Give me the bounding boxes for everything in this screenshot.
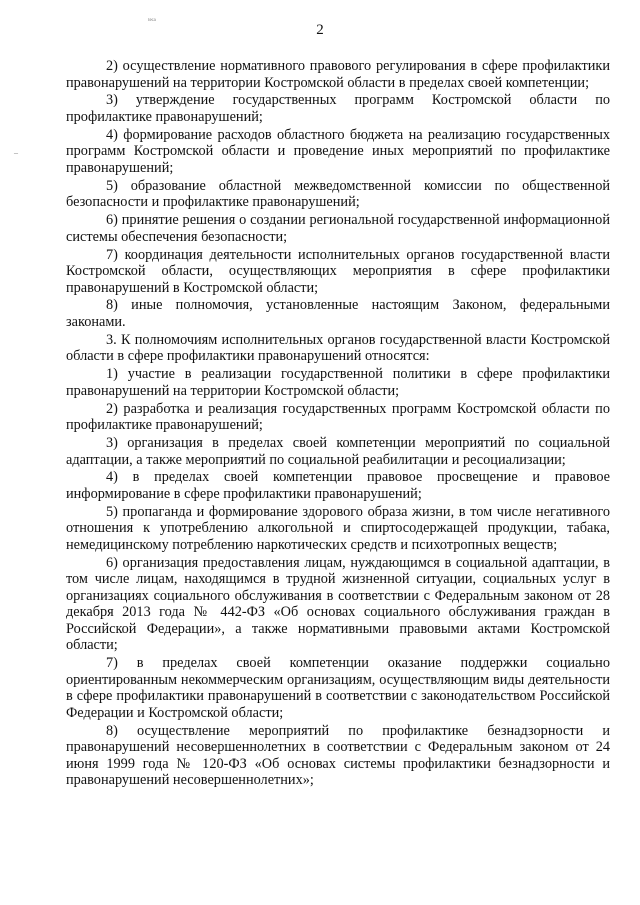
paragraph: 3) утверждение государственных программ Костромской области по профилактике правонарушений; (66, 92, 610, 125)
paragraph: 5) образование областной межведомственной комиссии по общественной безопасности и профилактике правонарушений; (66, 177, 610, 211)
paragraph: 2) осуществление нормативного правового регулирования в сфере профилактики правонарушений на территории Костромской области в пределах своей компетенции; (66, 58, 610, 91)
paragraph: 5) пропаганда и формирование здорового образа жизни, в том числе негативного отношения к употреблению алкогольной и спиртосодержащей продукции, табака, немедицинскому потреблению наркотических средств и психотропных веществ; (66, 503, 610, 553)
scan-artifact: – (14, 148, 18, 157)
paragraph: 4) формирование расходов областного бюджета на реализацию государственных программ Костромской области и проведение иных мероприятий по профилактике правонарушений; (66, 126, 610, 176)
page-number: 2 (316, 22, 324, 38)
paragraph: 7) в пределах своей компетенции оказание поддержки социально ориентированным некоммерческим организациям, осуществляющим виды деятельности в сфере профилактики правонарушений в соответствии с законодательством Российской Федерации и Костромской области; (66, 655, 610, 721)
paragraph: 6) принятие решения о создании региональной государственной информационной системы обеспечения безопасности; (66, 212, 610, 245)
paragraph: 1) участие в реализации государственной политики в сфере профилактики правонарушений на территории Костромской области; (66, 366, 610, 399)
paragraph: 6) организация предоставления лицам, нуждающимся в социальной адаптации, в том числе лицам, находящимся в трудной жизненной ситуации, социальных услуг в организациях социального обслуживания в соответствии с Федеральным законом от 28 декабря 2013 года № 442-ФЗ «Об основах социального обслуживания граждан в Российской Федерации», а также нормативными правовыми актами Костромской области; (66, 554, 610, 654)
paragraph: 8) иные полномочия, установленные настоящим Законом, федеральными законами. (66, 297, 610, 330)
scan-artifact: ᵗᵉᶜᵃ (148, 16, 156, 25)
paragraph: 3. К полномочиям исполнительных органов государственной власти Костромской области в сфере профилактики правонарушений относятся: (66, 331, 610, 365)
document-body (66, 58, 610, 790)
paragraph: 4) в пределах своей компетенции правовое просвещение и правовое информирование в сфере профилактики правонарушений; (66, 469, 610, 502)
paragraph: 3) организация в пределах своей компетенции мероприятий по социальной адаптации, а также мероприятий по социальной реабилитации и ресоциализации; (66, 435, 610, 468)
paragraph: 8) осуществление мероприятий по профилактике безнадзорности и правонарушений несовершеннолетних в соответствии с Федеральным законом от 24 июня 1999 года № 120-ФЗ «Об основах системы профилактики безнадзорности и правонарушений несовершеннолетних»; (66, 722, 610, 789)
paragraph: 2) разработка и реализация государственных программ Костромской области по профилактике правонарушений; (66, 400, 610, 434)
paragraph: 7) координация деятельности исполнительных органов государственной власти Костромской области, осуществляющих мероприятия в сфере профилактики правонарушений в Костромской области; (66, 246, 610, 296)
